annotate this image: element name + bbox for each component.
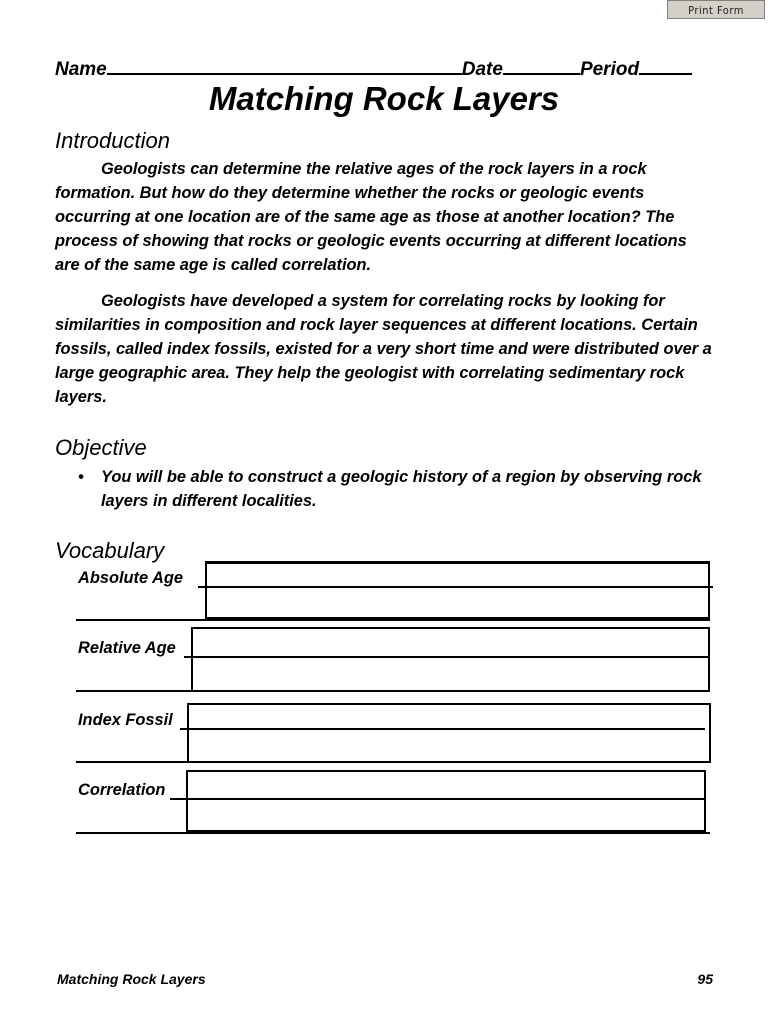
objective-heading: Objective <box>55 435 147 460</box>
vocab-term-absolute-age: Absolute Age <box>78 569 184 587</box>
vocab-term-index-fossil: Index Fossil <box>78 711 173 729</box>
vocabulary-heading: Vocabulary <box>55 538 165 563</box>
intro-paragraph-2: Geologists have developed a system for correlating rocks by looking for similarities in composition and rock layer sequences at different locations. Certain fossils, called index fossils, existed for a very short time and were distributed over a large geographic area. They help the geologist with correlating sedimentary rock layers. <box>55 292 712 406</box>
vocab-term-relative-age: Relative Age <box>78 639 176 657</box>
page-title: Matching Rock Layers <box>208 80 560 117</box>
period-field[interactable] <box>639 55 692 75</box>
vocab-term-correlation: Correlation <box>78 781 166 799</box>
footer-title: Matching Rock Layers <box>57 971 206 987</box>
absolute-age-answer-box[interactable] <box>205 562 710 619</box>
intro-paragraph-1: Geologists can determine the relative ages of the rock layers in a rock formation. But how do they determine whether the rocks or geologic events occurring at one location are of the same age as those at another location? The process of showing that rocks or geologic events occurring at different locations are of the same age is called correlation. <box>55 160 687 274</box>
date-field[interactable] <box>503 55 580 75</box>
name-label: Name <box>55 59 107 80</box>
date-label: Date <box>461 59 503 80</box>
introduction-heading: Introduction <box>55 128 170 153</box>
page-number: 95 <box>697 971 713 987</box>
index-fossil-answer-box[interactable] <box>187 703 711 763</box>
absolute-age-line-2 <box>76 619 710 621</box>
header-fields <box>55 55 755 83</box>
correlation-answer-box[interactable] <box>186 770 706 832</box>
name-field[interactable] <box>107 55 462 75</box>
objective-bullet <box>78 465 718 515</box>
objective-text: You will be able to construct a geologic history of a region by observing rock layers in different localities. <box>101 468 702 510</box>
correlation-line-2 <box>76 832 710 834</box>
relative-age-answer-box[interactable] <box>191 627 710 692</box>
bullet-icon: • <box>78 468 84 486</box>
period-label: Period <box>579 59 640 80</box>
print-form-button[interactable]: Print Form <box>667 0 765 19</box>
